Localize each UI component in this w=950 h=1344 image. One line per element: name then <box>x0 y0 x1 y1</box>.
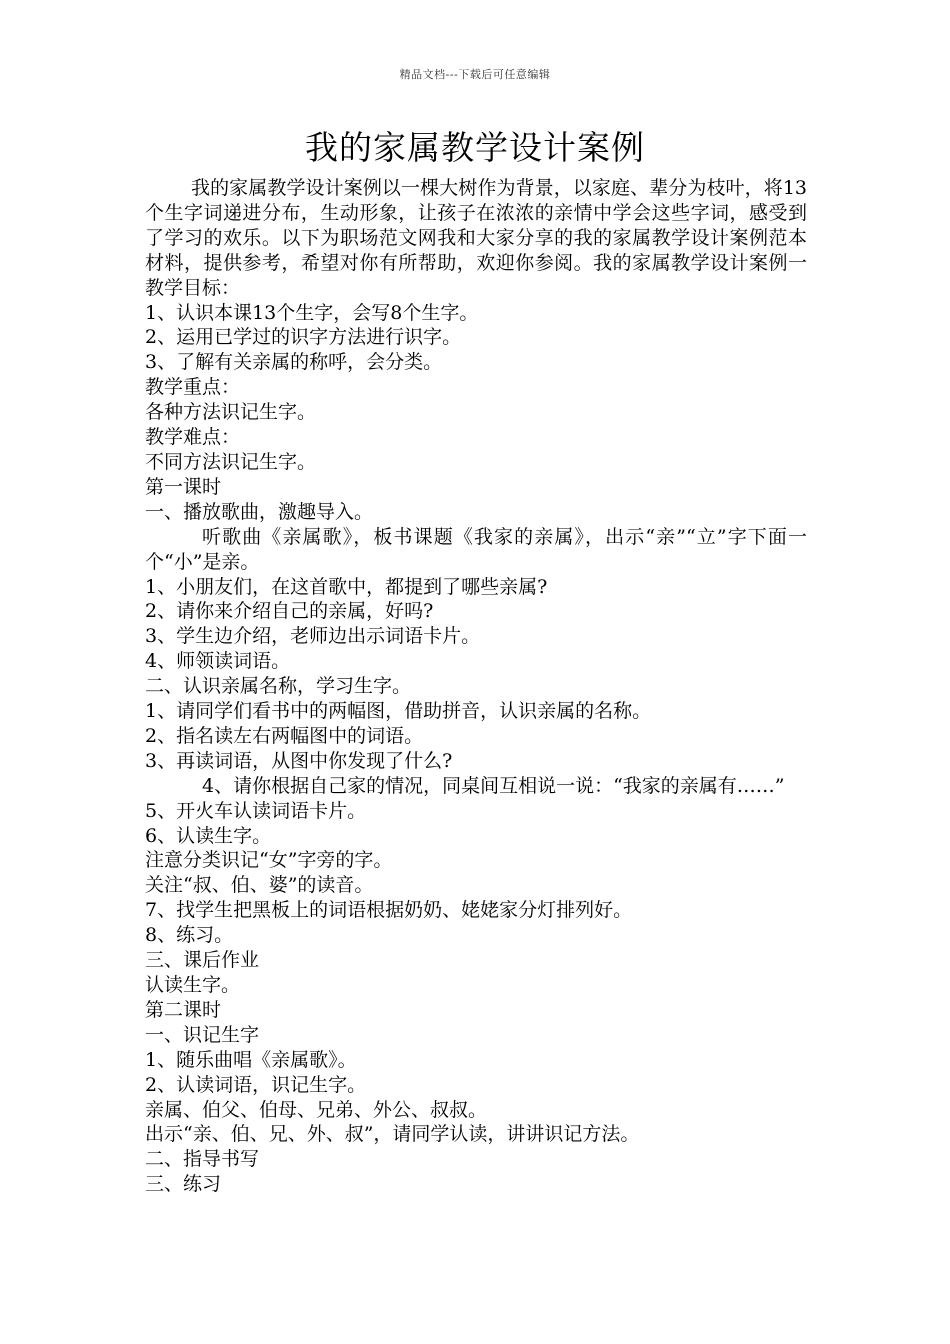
lesson-1-item-4: 4、师领读词语。 <box>145 650 291 673</box>
step-2-item-6: 6、认读生字。 <box>145 824 272 847</box>
show-characters: 出示“亲、伯、兄、外、叔”，请同学认读，讲讲识记方法。 <box>145 1123 640 1146</box>
document-title: 我的家属教学设计案例 <box>305 128 645 167</box>
lesson-1-item-2: 2、请你来介绍自己的亲属，好吗? <box>145 600 434 623</box>
lesson-2-step-3: 三、练习 <box>145 1173 222 1196</box>
step-2-item-7: 7、找学生把黑板上的词语根据奶奶、姥姥家分灯排列好。 <box>145 899 633 922</box>
key-point-text: 各种方法识记生字。 <box>145 401 317 424</box>
homework-text: 认读生字。 <box>145 974 241 996</box>
difficulty-heading: 教学难点： <box>145 426 241 449</box>
song-paragraph: 听歌曲《亲属歌》，板书课题《我家的亲属》，出示“亲”“立”字下面一个“小”是亲。 <box>145 525 807 573</box>
lesson-1-step-1: 一、播放歌曲，激趣导入。 <box>145 500 374 523</box>
lesson-2-step-2: 二、指导书写 <box>145 1148 260 1171</box>
goal-2: 2、运用已学过的识字方法进行识字。 <box>145 326 462 349</box>
lesson-1-item-1: 1、小朋友们，在这首歌中，都提到了哪些亲属? <box>145 575 548 598</box>
family-paragraph: 4、请你根据自己家的情况，同桌间互相说一说：“我家的亲属有……” <box>202 774 785 797</box>
header-note: 精品文档---下载后可任意编辑 <box>399 68 551 81</box>
vocabulary-list: 亲属、伯父、伯母、兄弟、外公、叔叔。 <box>145 1098 488 1121</box>
step-2-item-1: 1、请同学们看书中的两幅图，借助拼音，认识亲属的名称。 <box>145 700 652 723</box>
lesson-1-step-3: 三、课后作业 <box>145 949 260 972</box>
document-body <box>145 176 807 1197</box>
intro-paragraph: 我的家属教学设计案例以一棵大树作为背景，以家庭、辈分为枝叶，将13个生字词递进分布，生动形象，让孩子在浓浓的亲情中学会这些字词，感受到了学习的欢乐。以下为职场范文网我和大家分享的我的家属教学设计案例范本材料，提供参考，希望对你有所帮助，欢迎你参阅。我的家属教学设计案例一教学目标： <box>145 177 807 299</box>
lesson-1-heading: 第一课时 <box>145 475 222 498</box>
goal-1: 1、认识本课13个生字，会写8个生字。 <box>145 301 479 324</box>
goal-3: 3、了解有关亲属的称呼，会分类。 <box>145 351 443 374</box>
step-2-item-8: 8、练习。 <box>145 924 234 947</box>
lesson-1-step-2: 二、认识亲属名称，学习生字。 <box>145 675 412 698</box>
step-2-item-3: 3、再读词语，从图中你发现了什么? <box>145 749 453 772</box>
lesson-2-step-1: 一、识记生字 <box>145 1023 260 1046</box>
step-2-item-5: 5、开火车认读词语卡片。 <box>145 799 367 822</box>
note-pronunciation: 关注“叔、伯、婆”的读音。 <box>145 874 374 897</box>
lesson-2-item-1: 1、随乐曲唱《亲属歌》。 <box>145 1048 357 1071</box>
key-point-heading: 教学重点： <box>145 376 241 399</box>
lesson-2-item-2: 2、认读词语，识记生字。 <box>145 1073 367 1096</box>
lesson-1-item-3: 3、学生边介绍，老师边出示词语卡片。 <box>145 625 481 648</box>
lesson-2-heading: 第二课时 <box>145 998 222 1021</box>
note-female-radical: 注意分类识记“女”字旁的字。 <box>145 849 393 872</box>
difficulty-text: 不同方法识记生字。 <box>145 450 317 473</box>
step-2-item-2: 2、指名读左右两幅图中的词语。 <box>145 724 424 747</box>
